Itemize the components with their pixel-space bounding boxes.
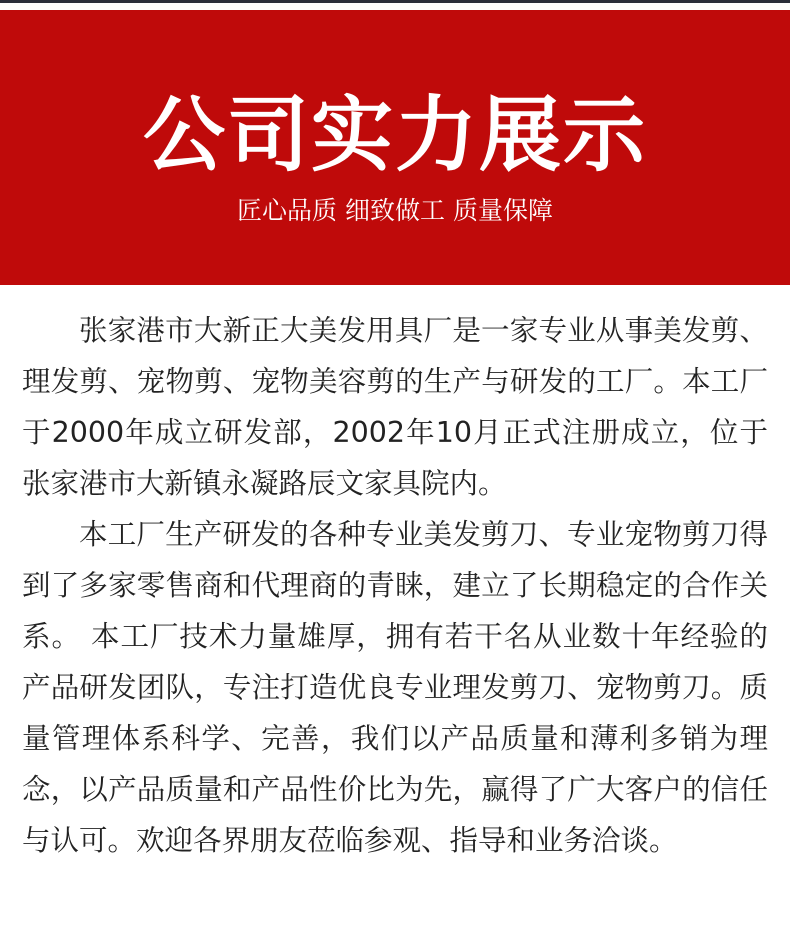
paragraph-intro: 张家港市大新正大美发用具厂是一家专业从事美发剪、理发剪、宠物剪、宠物美容剪的生产与研发的工厂。本工厂于2000年成立研发部，2002年10月正式注册成立，位于张家港市大新镇永凝路辰文家具院内。 bbox=[22, 314, 768, 500]
banner-subtitle: 匠心品质 细致做工 质量保障 bbox=[237, 196, 553, 225]
company-description bbox=[22, 305, 768, 866]
paragraph-strength: 本工厂生产研发的各种专业美发剪刀、专业宠物剪刀得到了多家零售商和代理商的青睐，建立了长期稳定的合作关系。 本工厂技术力量雄厚，拥有若干名从业数十年经验的产品研发团队，专注打造优良专业理发剪刀、宠物剪刀。质量管理体系科学、完善，我们以产品质量和薄利多销为理念，以产品质量和产品性价比为先，赢得了广大客户的信任与认可。欢迎各界朋友莅临参观、指导和业务洽谈。 bbox=[22, 518, 768, 857]
top-border bbox=[0, 0, 790, 10]
banner-title: 公司实力展示 bbox=[142, 88, 647, 183]
header-banner bbox=[0, 10, 790, 285]
